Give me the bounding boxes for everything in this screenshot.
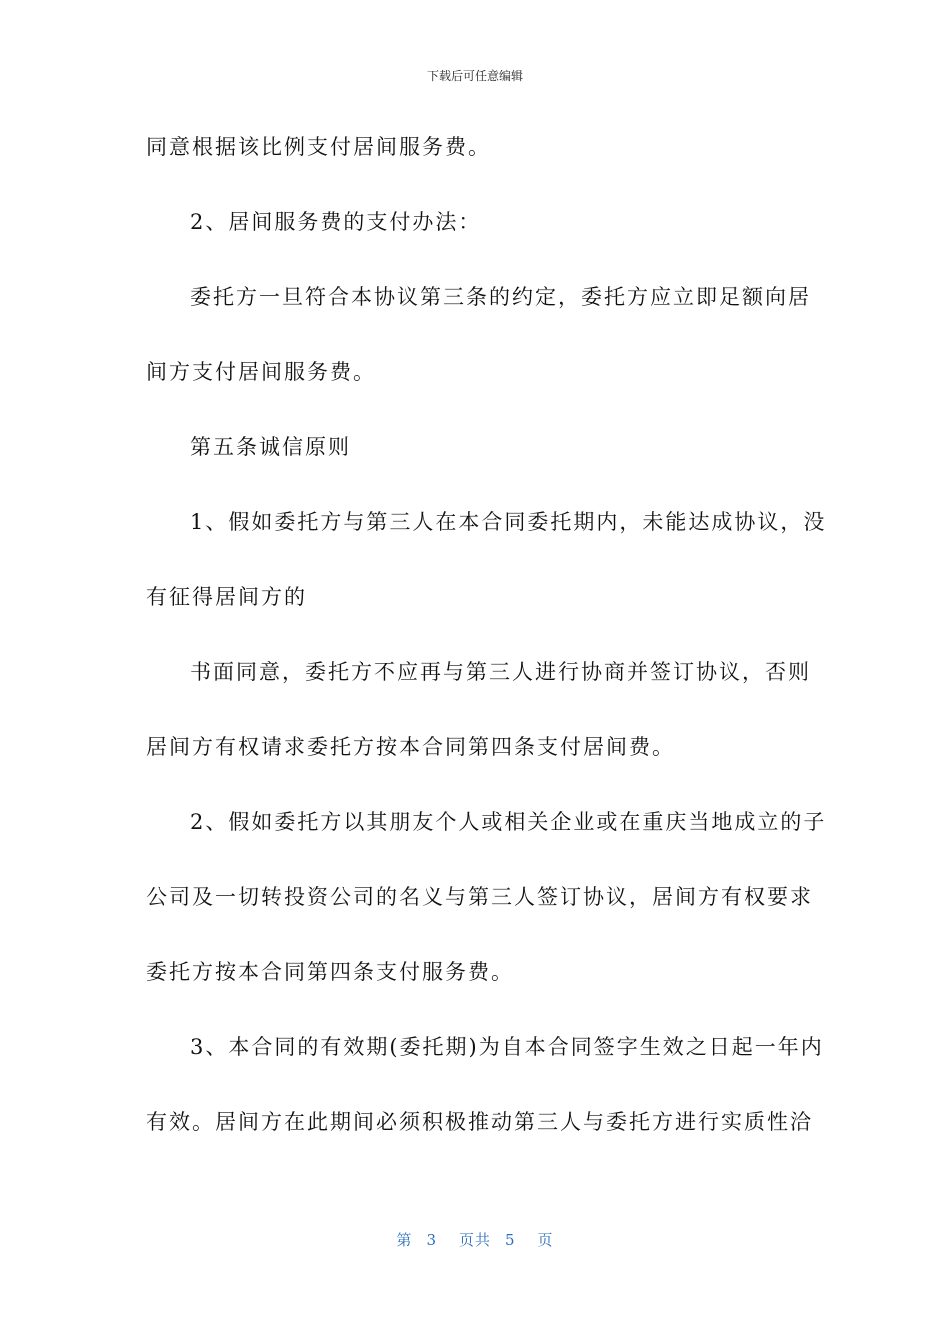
paragraph-line: 书面同意，委托方不应再与第三人进行协商并签订协议，否则	[190, 660, 811, 684]
paragraph-line: 委托方按本合同第四条支付服务费。	[146, 960, 514, 984]
page-label-pre: 第	[396, 1231, 413, 1249]
paragraph-line: 有征得居间方的	[146, 585, 307, 609]
paragraph-line: 2、居间服务费的支付办法：	[190, 210, 482, 234]
page-header-note: 下载后可任意编辑	[426, 69, 523, 83]
page-label-post: 页	[537, 1231, 554, 1249]
paragraph-line: 2、假如委托方以其朋友个人或相关企业或在重庆当地成立的子	[190, 810, 827, 834]
paragraph-line: 1、假如委托方与第三人在本合同委托期内，未能达成协议，没	[190, 510, 827, 534]
paragraph-line: 3、本合同的有效期(委托期)为自本合同签字生效之日起一年内	[190, 1035, 824, 1059]
page-number-footer	[0, 1230, 950, 1250]
page-total: 5	[505, 1231, 516, 1249]
paragraph-line: 同意根据该比例支付居间服务费。	[146, 135, 491, 159]
section-heading: 第五条诚信原则	[190, 435, 351, 459]
paragraph-line: 居间方有权请求委托方按本合同第四条支付居间费。	[146, 735, 675, 759]
paragraph-line: 公司及一切转投资公司的名义与第三人签订协议，居间方有权要求	[146, 885, 813, 909]
paragraph-line: 间方支付居间服务费。	[146, 360, 376, 384]
paragraph-line: 有效。居间方在此期间必须积极推动第三人与委托方进行实质性洽	[146, 1110, 813, 1134]
paragraph-line: 委托方一旦符合本协议第三条的约定，委托方应立即足额向居	[190, 285, 811, 309]
page-label-mid: 页共	[458, 1231, 491, 1249]
page-current: 3	[426, 1231, 437, 1249]
